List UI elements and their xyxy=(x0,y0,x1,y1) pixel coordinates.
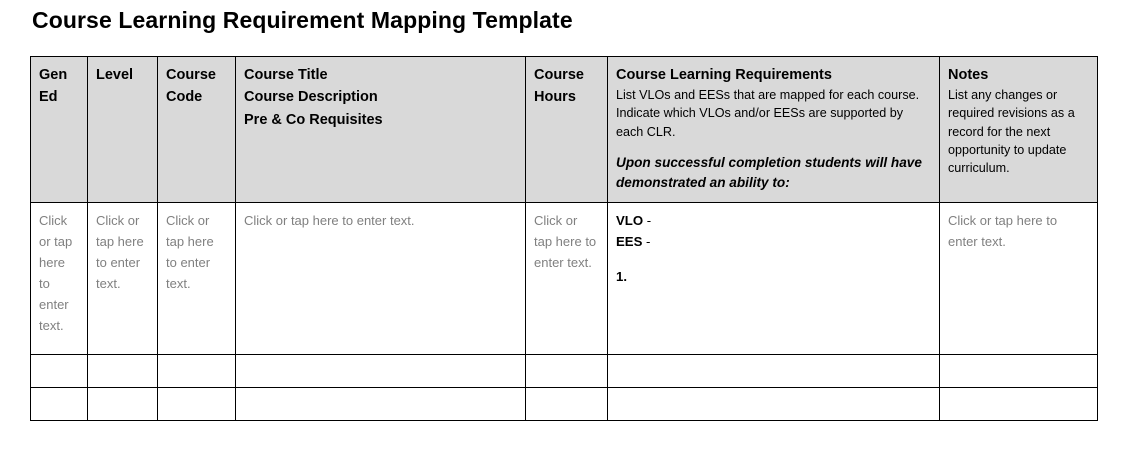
course-code-placeholder[interactable]: Click or tap here to enter text. xyxy=(166,212,214,291)
clr-ees-label: EES xyxy=(616,233,643,249)
header-notes-description: List any changes or required revisions as a record for the next opportunity to update curriculum. xyxy=(948,88,1075,176)
gen-ed-placeholder[interactable]: Click or tap here to enter text. xyxy=(39,212,73,333)
table-header-row xyxy=(31,56,1098,202)
cell-gen-ed[interactable] xyxy=(31,202,88,354)
level-placeholder[interactable]: Click or tap here to enter text. xyxy=(96,212,144,291)
cell-course-title[interactable] xyxy=(236,354,526,387)
header-course-hours-label: Course Hours xyxy=(534,66,584,106)
header-clr-statement: Upon successful completion students will have demonstrated an ability to: xyxy=(616,154,922,191)
cell-level[interactable] xyxy=(88,202,158,354)
clr-list-number: 1. xyxy=(616,268,627,284)
header-clr-label: Course Learning Requirements xyxy=(616,66,832,83)
header-course-description-label: Course Description xyxy=(244,89,378,106)
clr-vlo-line xyxy=(616,210,931,231)
cell-clr[interactable] xyxy=(608,202,940,354)
header-course-code xyxy=(158,56,236,202)
clr-vlo-dash: - xyxy=(643,212,652,228)
table-row xyxy=(31,202,1098,354)
cell-course-code[interactable] xyxy=(158,387,236,420)
document-page xyxy=(0,7,1127,451)
course-mapping-table xyxy=(30,56,1098,421)
header-clr xyxy=(608,56,940,202)
cell-clr[interactable] xyxy=(608,387,940,420)
header-course-title-label: Course Title xyxy=(244,66,328,83)
clr-vlo-label: VLO xyxy=(616,212,644,228)
table-row xyxy=(31,354,1098,387)
cell-notes[interactable] xyxy=(940,387,1098,420)
header-gen-ed-label: Gen Ed xyxy=(39,66,68,106)
cell-gen-ed[interactable] xyxy=(31,387,88,420)
header-course-code-label: Course Code xyxy=(166,66,216,106)
header-clr-description: List VLOs and EESs that are mapped for each course. Indicate which VLOs and/or EESs are supported by each CLR. xyxy=(616,88,920,139)
cell-gen-ed[interactable] xyxy=(31,354,88,387)
page-title: Course Learning Requirement Mapping Template xyxy=(32,7,573,33)
notes-placeholder[interactable]: Click or tap here to enter text. xyxy=(948,212,1058,249)
course-hours-placeholder[interactable]: Click or tap here to enter text. xyxy=(534,212,597,270)
header-course-hours xyxy=(526,56,608,202)
table-row xyxy=(31,387,1098,420)
course-title-placeholder[interactable]: Click or tap here to enter text. xyxy=(244,212,415,228)
clr-ees-line xyxy=(616,231,931,252)
clr-ees-dash: - xyxy=(642,233,651,249)
header-course-title xyxy=(236,56,526,202)
header-notes xyxy=(940,56,1098,202)
cell-course-title[interactable] xyxy=(236,202,526,354)
cell-level[interactable] xyxy=(88,354,158,387)
cell-course-code[interactable] xyxy=(158,202,236,354)
header-gen-ed xyxy=(31,56,88,202)
header-level xyxy=(88,56,158,202)
cell-level[interactable] xyxy=(88,387,158,420)
cell-clr[interactable] xyxy=(608,354,940,387)
header-prereq-label: Pre & Co Requisites xyxy=(244,111,383,128)
cell-notes[interactable] xyxy=(940,354,1098,387)
cell-course-title[interactable] xyxy=(236,387,526,420)
cell-course-hours[interactable] xyxy=(526,202,608,354)
cell-course-hours[interactable] xyxy=(526,387,608,420)
cell-course-hours[interactable] xyxy=(526,354,608,387)
cell-course-code[interactable] xyxy=(158,354,236,387)
header-notes-label: Notes xyxy=(948,66,989,83)
header-level-label: Level xyxy=(96,66,134,83)
cell-notes[interactable] xyxy=(940,202,1098,354)
